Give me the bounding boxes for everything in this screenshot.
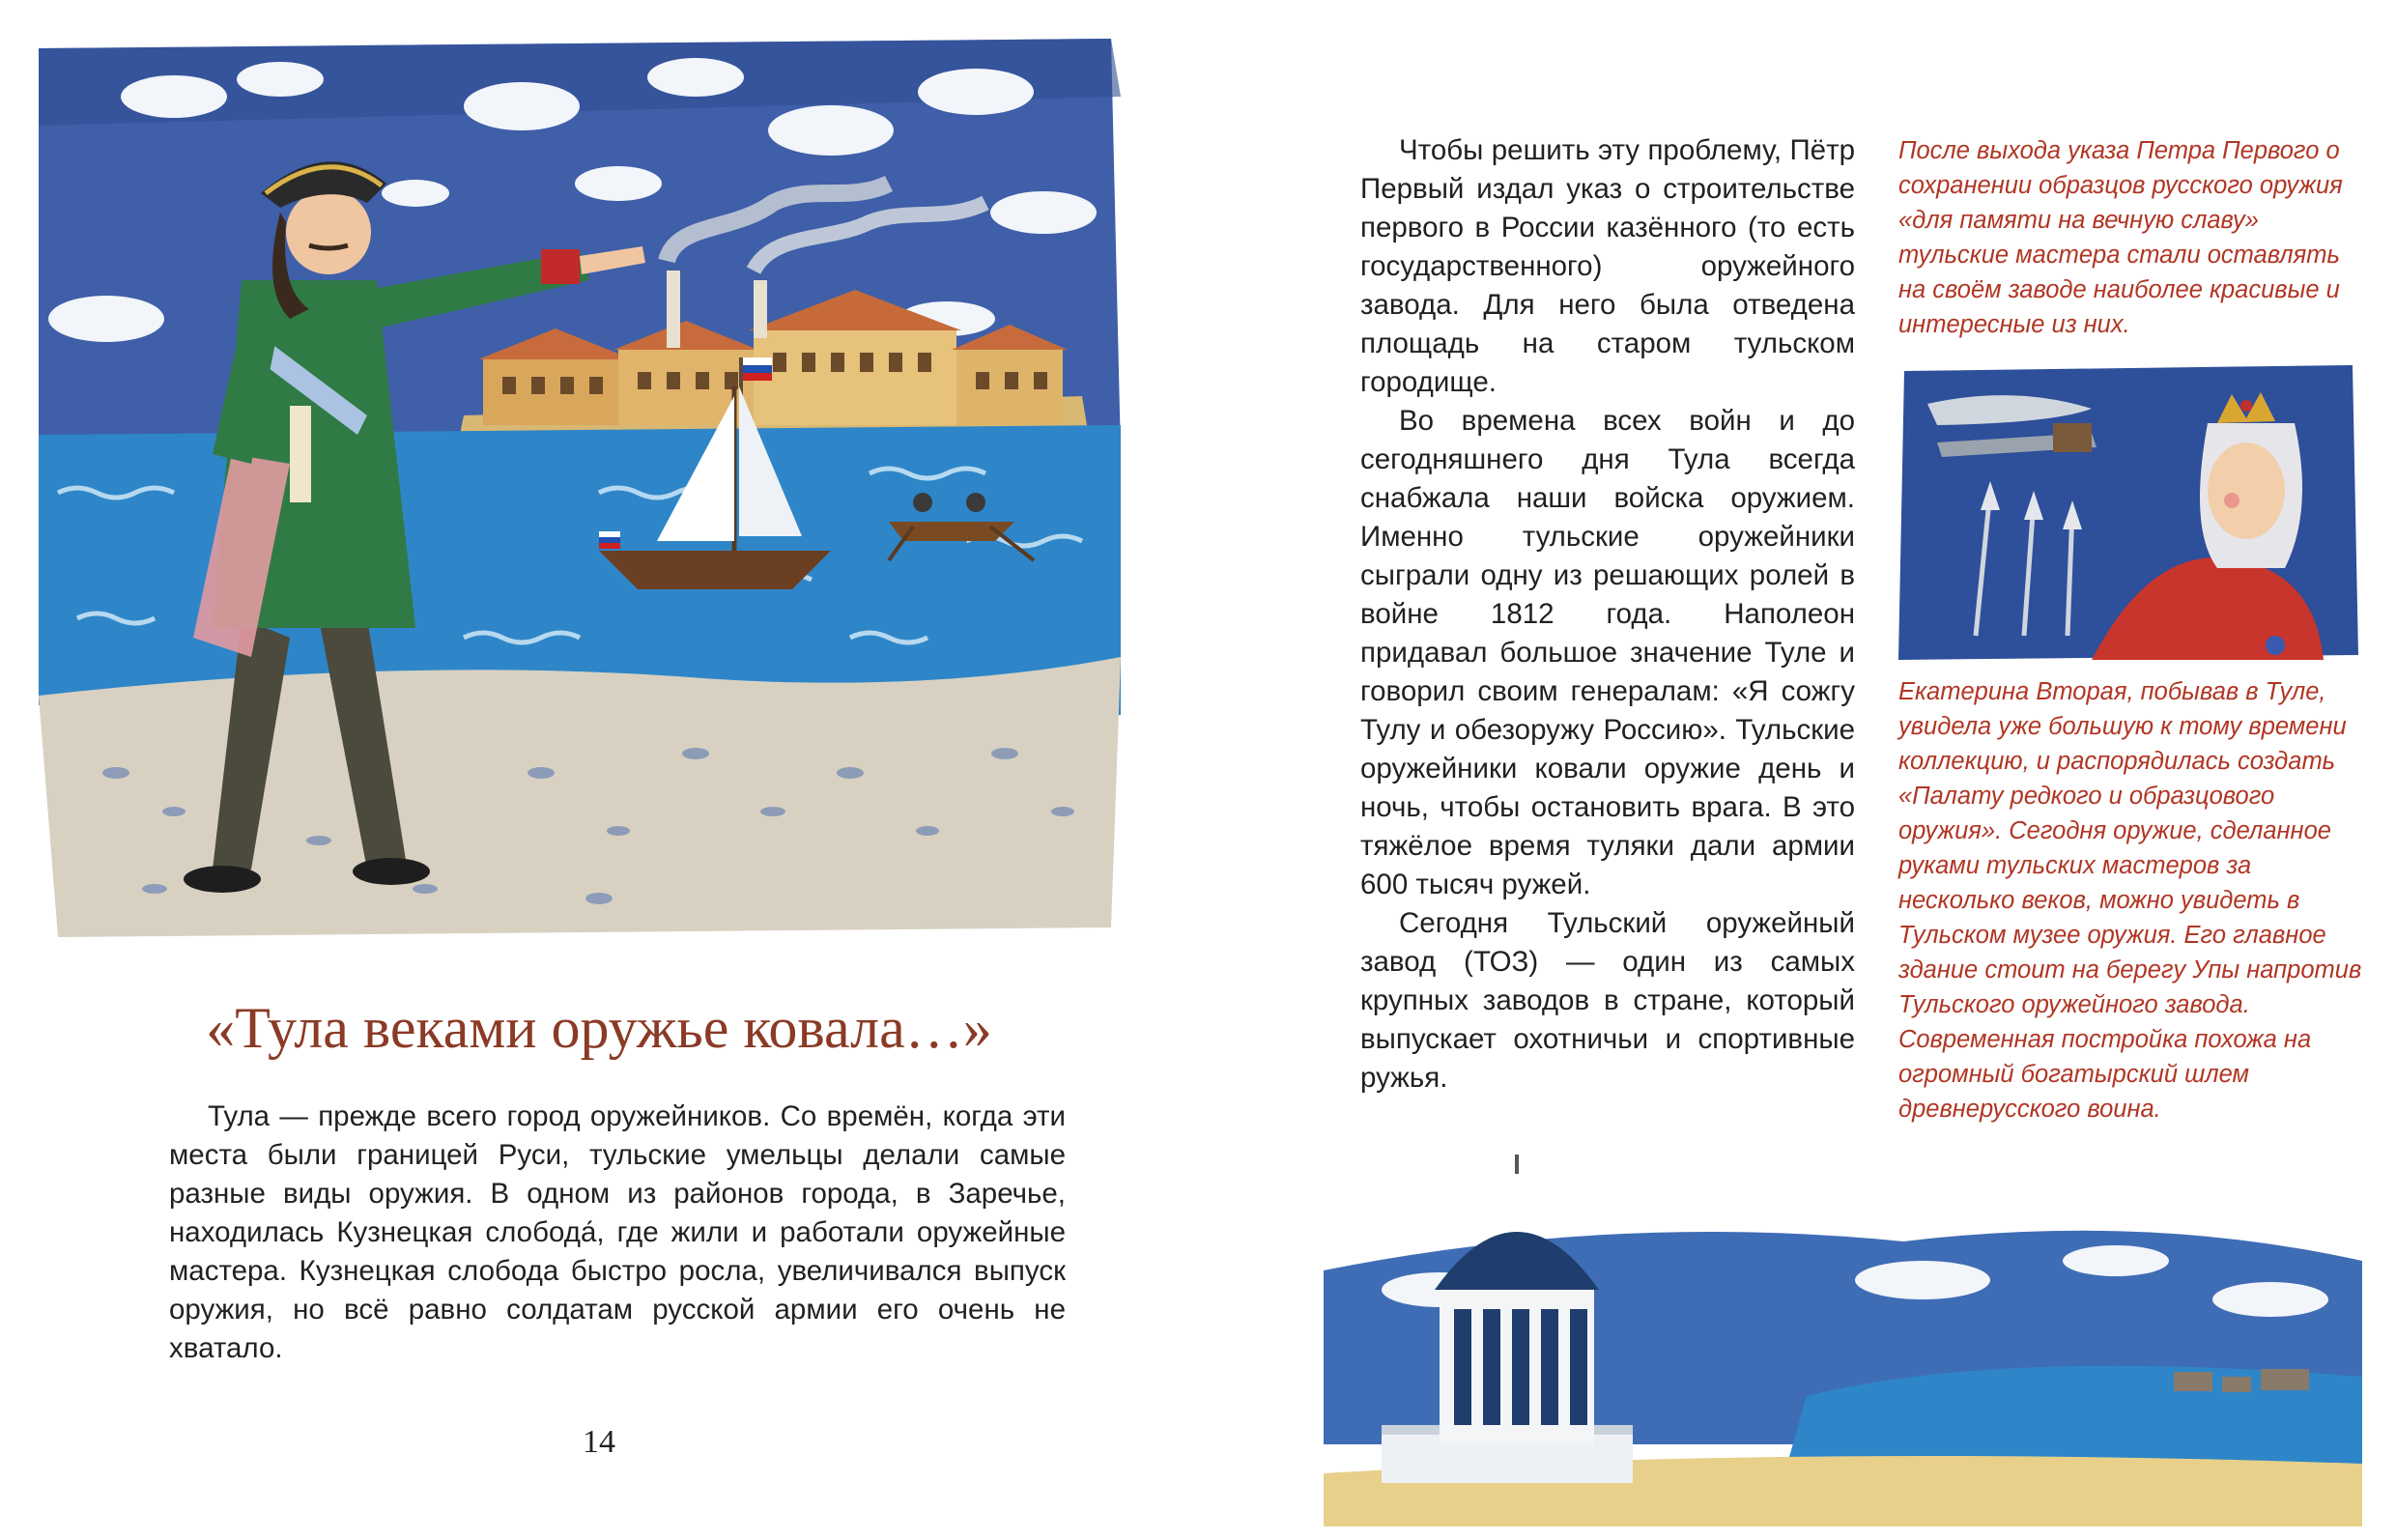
main-paragraph: Во времена всех войн и до сегодняшнего дня Тула всегда снабжала наши войска оружием. Именно тульские оружейники сыграли одну из решающих ролей в войне 1812 года. Наполеон придавал большое значение Туле и говорил своим генералам: «Я сожгу Тулу и обезоружу Россию». Тульские оружейники ковали оружие день и ночь, чтобы остановить врага. В это тяжёлое время туляки дали армии 600 тысяч ружей.: [1360, 405, 1855, 900]
catherine-illustration: [1898, 365, 2358, 660]
right-page: [1198, 0, 2396, 1540]
museum-illustration: [1324, 1155, 2362, 1526]
aside-bottom-text: Екатерина Вторая, побывав в Туле, увидела уже большую к тому времени коллекцию, и распорядилась создать «Палату редкого и образцового оружия». Сегодня оружие, сделанное руками тульских мастеров за несколько веков, можно увидеть в Тульском музее оружия. Его главное здание стоит на берегу Упы напротив Тульского оружейного завода. Современная постройка похожа на огромный богатырский шлем древнерусского воина.: [1898, 678, 2362, 1123]
intro-paragraph: Тула — прежде всего город оружейников. Со времён, когда эти места были границей Руси, тульские умельцы делали самые разные виды оружия. В одном из районов города, в Заречье, находилась Кузнецкая слобода́, где жили и работали оружейные мастера. Кузнецкая слобода быстро росла, увеличивался выпуск оружия, но всё равно солдатам русской армии его очень не хватало.: [169, 1100, 1066, 1364]
main-paragraph: Чтобы решить эту проблему, Пётр Первый издал указ о строительстве первого в России казённого (то есть государственного) оружейного завода. Для него была отведена площадь на старом тульском городище.: [1360, 134, 1855, 398]
page-number: 14: [583, 1424, 615, 1460]
main-paragraph: Сегодня Тульский оружейный завод (ТОЗ) — один из самых крупных заводов в стране, который выпускает охотничьи и спортивные ружья.: [1360, 907, 1855, 1094]
main-column: [1360, 131, 1855, 1098]
chapter-title: «Тула веками оружье ковала…»: [206, 996, 992, 1060]
aside-top-text: После выхода указа Петра Первого о сохранении образцов русского оружия «для памяти на вечную славу» тульские мастера стали оставлять на своём заводе наиболее красивые и интересные из них.: [1898, 137, 2343, 338]
peter-illustration: [0, 39, 1198, 956]
